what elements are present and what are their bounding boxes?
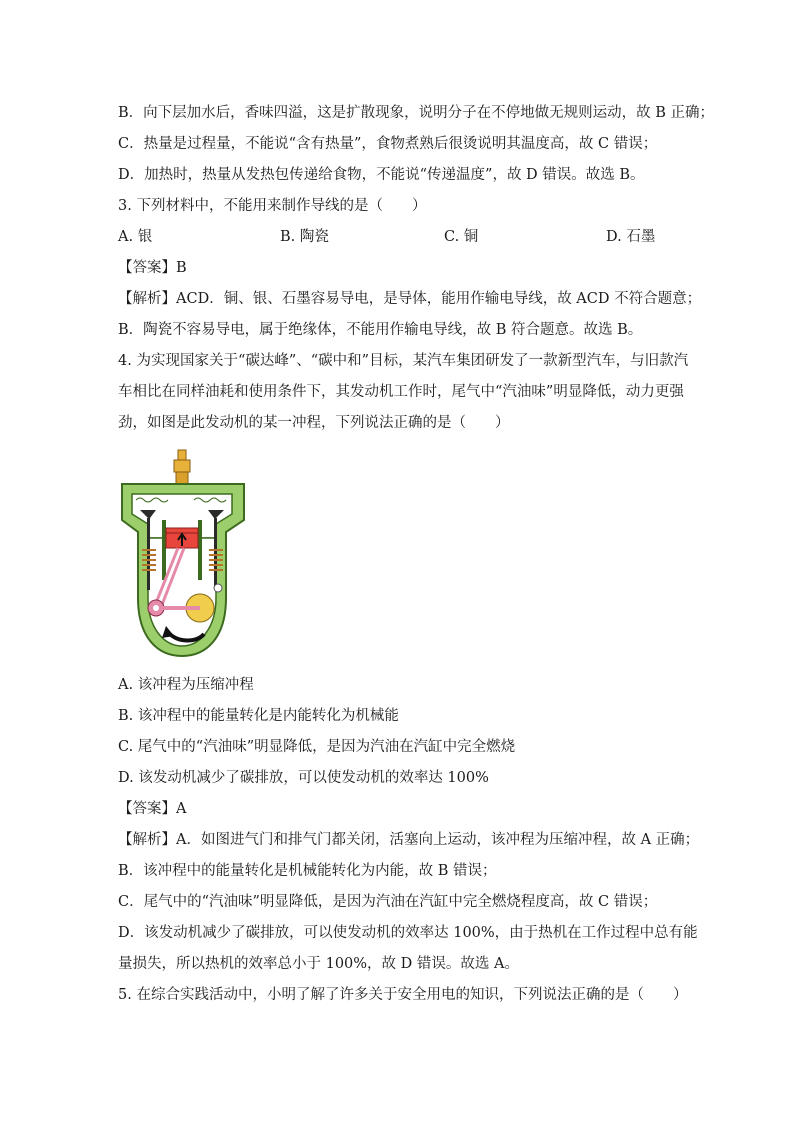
q4-analysis-line: C．尾气中的“汽油味”明显降低，是因为汽油在汽缸中完全燃烧程度高，故 C 错误； [118,894,658,910]
question-4-stem-line: 劲，如图是此发动机的某一冲程，下列说法正确的是（ ） [118,415,510,431]
q4-option-b: B. 该冲程中的能量转化是内能转化为机械能 [118,708,399,724]
q3-option-d: D. 石墨 [606,229,656,245]
q4-option-d: D. 该发动机减少了碳排放，可以使发动机的效率达 100% [118,770,489,786]
q4-option-a: A. 该冲程为压缩冲程 [118,677,254,693]
piston-icon [166,528,198,548]
q3-option-a: A. 银 [118,229,153,245]
question-5-stem: 5. 在综合实践活动中，小明了解了许多关于安全用电的知识，下列说法正确的是（ ） [118,987,688,1003]
explanation-line: C．热量是过程量，不能说“含有热量”，食物煮熟后很烫说明其温度高，故 C 错误； [118,136,658,152]
question-4-stem: 4. 为实现国家关于“碳达峰”、“碳中和”目标，某汽车集团研发了一款新型汽车，与旧款汽 [118,353,689,369]
q3-answer: 【答案】B [118,260,187,276]
question-3-stem: 3. 下列材料中，不能用来制作导线的是（ ） [118,198,427,214]
q4-answer: 【答案】A [118,801,187,817]
q4-analysis-line: B．该冲程中的能量转化是机械能转化为内能，故 B 错误； [118,863,497,879]
q3-option-b: B. 陶瓷 [280,229,329,245]
q3-option-c: C. 铜 [444,229,479,245]
spark-plug-icon [174,450,190,486]
q4-analysis-line: D．该发动机减少了碳排放，可以使发动机的效率达 100%，由于热机在工作过程中总有能 [118,925,698,941]
q3-analysis-line: B．陶瓷不容易导电，属于绝缘体，不能用作输电导线，故 B 符合题意。故选 B。 [118,322,643,338]
question-4-stem-line: 车相比在同样油耗和使用条件下，其发动机工作时，尾气中“汽油味”明显降低，动力更强 [118,384,684,400]
q4-option-c: C. 尾气中的“汽油味”明显降低，是因为汽油在汽缸中完全燃烧 [118,739,516,755]
engine-compression-stroke-diagram [118,448,248,660]
q4-analysis: 【解析】A．如图进气门和排气门都关闭，活塞向上运动，该冲程为压缩冲程，故 A 正确； [118,832,700,848]
q4-analysis-line: 量损失，所以热机的效率总小于 100%，故 D 错误。故选 A。 [118,956,519,972]
explanation-line: B．向下层加水后，香味四溢，这是扩散现象，说明分子在不停地做无规则运动，故 B 正确； [118,105,715,121]
explanation-line: D．加热时，热量从发热包传递给食物，不能说“传递温度”，故 D 错误。故选 B。 [118,167,645,183]
q3-analysis: 【解析】ACD．铜、银、石墨容易导电，是导体，能用作输电导线，故 ACD 不符合题意； [118,291,702,307]
